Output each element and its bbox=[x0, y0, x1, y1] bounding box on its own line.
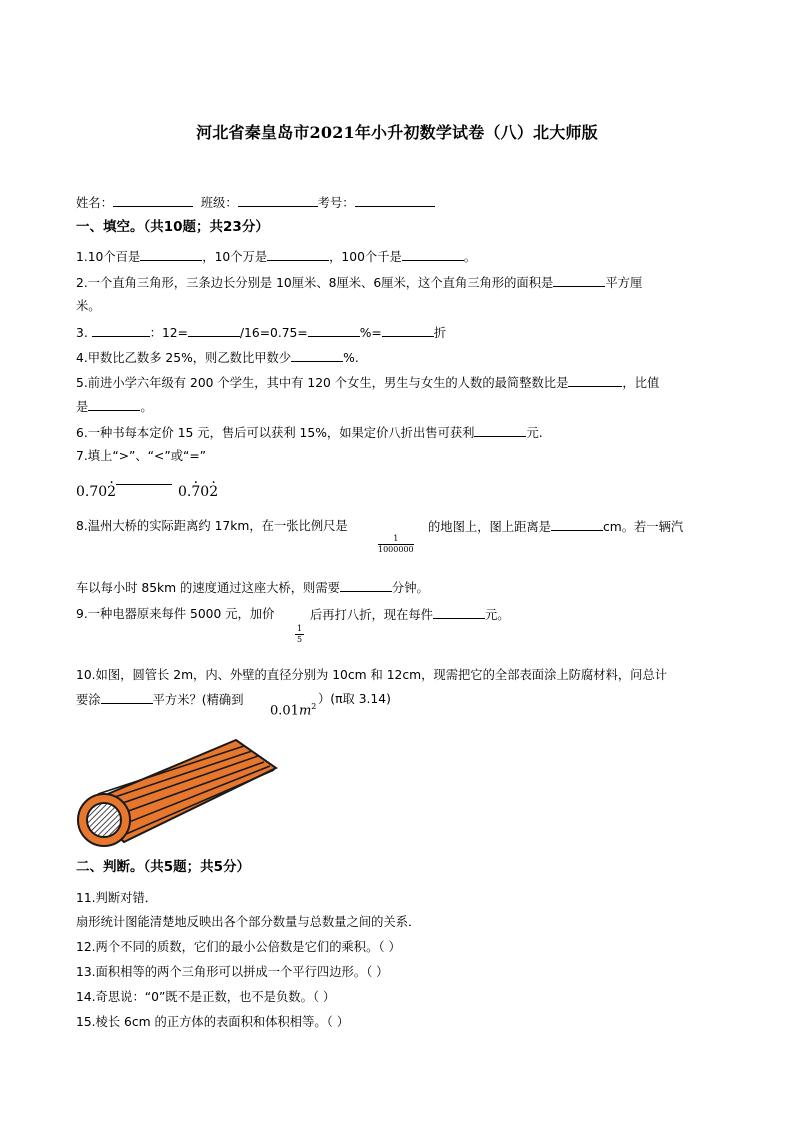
question-4 bbox=[76, 349, 359, 366]
question-text: ，10个万是 bbox=[202, 250, 268, 264]
question-text: 元。 bbox=[484, 608, 510, 622]
question-text: 要涂 bbox=[76, 693, 101, 707]
answer-blank[interactable] bbox=[267, 248, 329, 261]
answer-blank[interactable] bbox=[116, 484, 172, 485]
question-6 bbox=[76, 424, 543, 441]
question-text: 。 bbox=[140, 400, 153, 414]
question-5-cont bbox=[76, 398, 153, 415]
question-text: 平方厘 bbox=[605, 276, 643, 290]
name-label: 姓名： bbox=[76, 196, 113, 210]
question-text: %. bbox=[343, 351, 359, 365]
precision-exponent: 2 bbox=[311, 702, 317, 711]
section-heading: 一、填空。（共10题；共23分） bbox=[76, 219, 269, 235]
question-11: 11.判断对错． bbox=[76, 891, 158, 905]
question-text: /16=0.75= bbox=[239, 326, 308, 340]
answer-blank[interactable] bbox=[551, 518, 603, 531]
question-text: 的地图上，图上距离是 bbox=[428, 520, 551, 534]
precision-value bbox=[270, 702, 316, 718]
question-text: 9.一种电器原来每件 5000 元，加价 bbox=[76, 607, 275, 621]
answer-blank[interactable] bbox=[402, 248, 464, 261]
question-1 bbox=[76, 248, 476, 265]
question-text: 3. bbox=[76, 326, 88, 340]
question-text: 是 bbox=[76, 400, 89, 414]
answer-blank[interactable] bbox=[140, 248, 202, 261]
exam-number-field[interactable] bbox=[355, 194, 435, 207]
question-14: 14.奇思说：“0”既不是正数，也不是负数。（ ） bbox=[76, 990, 336, 1004]
decimal-digits: 0. bbox=[178, 484, 192, 500]
question-5 bbox=[76, 374, 659, 391]
question-text: 平方米？(精确到 bbox=[152, 693, 244, 707]
answer-blank[interactable] bbox=[553, 274, 605, 287]
name-field[interactable] bbox=[113, 194, 193, 207]
question-text: ，比值 bbox=[622, 376, 660, 390]
question-3 bbox=[76, 324, 446, 341]
answer-blank[interactable] bbox=[188, 324, 240, 337]
answer-blank[interactable] bbox=[88, 398, 140, 411]
question-10-cont bbox=[76, 691, 244, 708]
question-9 bbox=[76, 606, 274, 622]
question-text: ：12= bbox=[149, 326, 188, 340]
question-13: 13.面积相等的两个三角形可以拼成一个平行四边形。（ ） bbox=[76, 965, 389, 979]
answer-blank[interactable] bbox=[92, 324, 150, 337]
decimal-right bbox=[178, 484, 218, 500]
question-text: 车以每小时 85km 的速度通过这座大桥，则需要 bbox=[76, 581, 340, 595]
question-text: 8.温州大桥的实际距离约 17km，在一张比例尺是 bbox=[76, 519, 348, 533]
class-label: 班级： bbox=[200, 196, 238, 210]
question-text: 5.前进小学六年级有 200 个学生，其中有 120 个女生，男生与女生的人数的最简整数比是 bbox=[76, 376, 569, 390]
repeating-digit: 2 · bbox=[107, 484, 116, 500]
question-text: 折 bbox=[433, 326, 446, 340]
question-text: 。 bbox=[463, 250, 477, 264]
decimal-left bbox=[76, 484, 116, 500]
answer-blank[interactable] bbox=[101, 691, 153, 704]
answer-blank[interactable] bbox=[474, 424, 526, 437]
fraction-denominator: 5 bbox=[297, 635, 303, 644]
answer-blank[interactable] bbox=[308, 324, 360, 337]
answer-blank[interactable] bbox=[568, 374, 622, 387]
fraction-numerator: 1 bbox=[378, 534, 414, 545]
question-text: 6.一种书每本定价 15 元，售后可以获利 15%，如果定价八折出售可获利 bbox=[76, 426, 475, 440]
question-11-statement: 扇形统计图能清楚地反映出各个部分数量与总数量之间的关系． bbox=[76, 915, 421, 929]
section-heading: 二、判断。（共5题；共5分） bbox=[76, 859, 251, 875]
question-text: %= bbox=[359, 326, 382, 340]
scale-fraction bbox=[378, 534, 414, 555]
pipe-figure-icon bbox=[76, 738, 282, 848]
question-text: ，100个千是 bbox=[329, 250, 402, 264]
student-info bbox=[76, 194, 435, 211]
question-text: 后再打八折，现在每件 bbox=[310, 608, 433, 622]
question-9-cont bbox=[310, 606, 510, 623]
question-8-cont bbox=[76, 579, 429, 596]
decimal-digits: 0 bbox=[200, 484, 210, 500]
question-12: 12.两个不同的质数，它们的最小公倍数是它们的乘积。（ ） bbox=[76, 940, 401, 954]
exam-label: 考号： bbox=[317, 196, 355, 210]
answer-blank[interactable] bbox=[433, 606, 485, 619]
class-field[interactable] bbox=[238, 194, 318, 207]
fraction-denominator: 1000000 bbox=[378, 545, 414, 554]
markup-fraction bbox=[295, 624, 304, 645]
question-8 bbox=[76, 518, 348, 534]
question-text: 1.10个百是 bbox=[76, 250, 141, 264]
question-text: cm。若一辆汽 bbox=[602, 520, 684, 534]
question-7: 7.填上“>”、“<”或“=” bbox=[76, 449, 207, 463]
pipe-inner-wall bbox=[87, 803, 121, 837]
decimal-digits: 0.70 bbox=[76, 484, 108, 500]
question-10: 10.如图，圆管长 2m，内、外壁的直径分别为 10cm 和 12cm，现需把它的全部表面涂上防腐材料，问总计 bbox=[76, 668, 668, 682]
question-8-mid bbox=[428, 518, 683, 535]
question-text: 4.甲数比乙数多 25%，则乙数比甲数少 bbox=[76, 351, 292, 365]
repeating-digit: 7 · bbox=[191, 484, 200, 500]
repeating-digit: 2 · bbox=[209, 484, 218, 500]
question-text: 元. bbox=[526, 426, 543, 440]
question-15: 15.棱长 6cm 的正方体的表面积和体积相等。（ ） bbox=[76, 1015, 350, 1029]
question-10-end: ）(π取 3.14) bbox=[318, 692, 391, 706]
fraction-numerator: 1 bbox=[297, 624, 303, 633]
answer-blank[interactable] bbox=[382, 324, 434, 337]
precision-number: 0.01 bbox=[270, 703, 299, 719]
question-2 bbox=[76, 274, 642, 291]
question-text: 2.一个直角三角形，三条边长分别是 10厘米、8厘米、6厘米，这个直角三角形的面积是 bbox=[76, 276, 554, 290]
page-title: 河北省秦皇岛市2021年小升初数学试卷（八）北大师版 bbox=[196, 123, 598, 142]
answer-blank[interactable] bbox=[291, 349, 343, 362]
precision-unit: m bbox=[298, 703, 312, 719]
answer-blank[interactable] bbox=[340, 579, 392, 592]
question-text: 分钟。 bbox=[391, 581, 429, 595]
question-2-cont: 米。 bbox=[76, 299, 101, 313]
